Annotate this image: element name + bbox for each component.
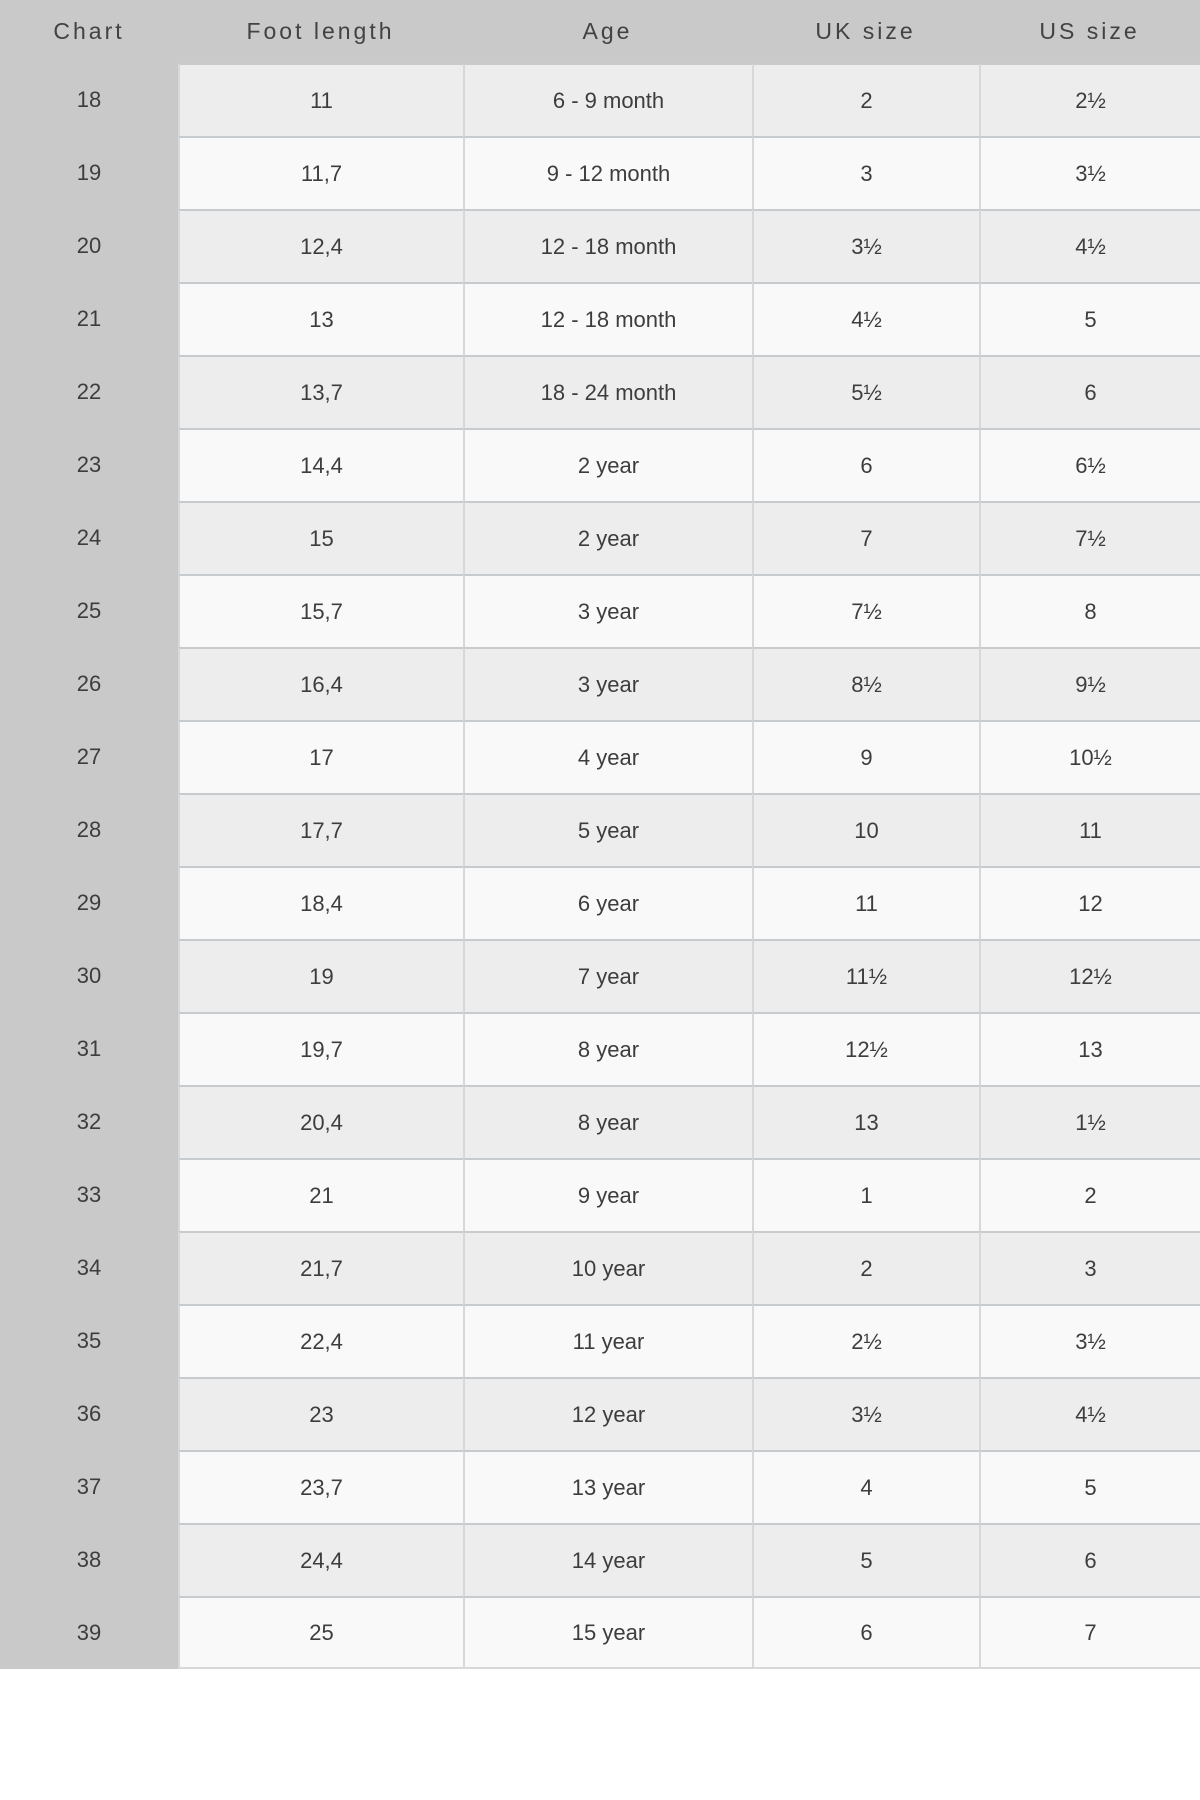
cell-us-size: 10½ bbox=[979, 720, 1200, 793]
cell-uk-size: 5 bbox=[752, 1523, 979, 1596]
cell-uk-size: 6 bbox=[752, 1596, 979, 1669]
cell-chart: 35 bbox=[0, 1304, 178, 1377]
cell-uk-size: 2½ bbox=[752, 1304, 979, 1377]
cell-us-size: 2 bbox=[979, 1158, 1200, 1231]
cell-chart: 27 bbox=[0, 720, 178, 793]
cell-chart: 26 bbox=[0, 647, 178, 720]
cell-age: 15 year bbox=[463, 1596, 752, 1669]
cell-age: 13 year bbox=[463, 1450, 752, 1523]
cell-foot-length: 21,7 bbox=[178, 1231, 463, 1304]
cell-us-size: 7½ bbox=[979, 501, 1200, 574]
cell-chart: 24 bbox=[0, 501, 178, 574]
cell-us-size: 6 bbox=[979, 1523, 1200, 1596]
cell-foot-length: 15 bbox=[178, 501, 463, 574]
table-row bbox=[0, 1085, 1200, 1158]
table-row bbox=[0, 355, 1200, 428]
cell-chart: 32 bbox=[0, 1085, 178, 1158]
cell-us-size: 1½ bbox=[979, 1085, 1200, 1158]
cell-uk-size: 11 bbox=[752, 866, 979, 939]
cell-us-size: 11 bbox=[979, 793, 1200, 866]
cell-chart: 20 bbox=[0, 209, 178, 282]
cell-uk-size: 4½ bbox=[752, 282, 979, 355]
table-row bbox=[0, 939, 1200, 1012]
cell-uk-size: 3 bbox=[752, 136, 979, 209]
cell-age: 2 year bbox=[463, 501, 752, 574]
cell-chart: 28 bbox=[0, 793, 178, 866]
cell-us-size: 6 bbox=[979, 355, 1200, 428]
cell-uk-size: 4 bbox=[752, 1450, 979, 1523]
cell-foot-length: 24,4 bbox=[178, 1523, 463, 1596]
cell-uk-size: 5½ bbox=[752, 355, 979, 428]
cell-chart: 37 bbox=[0, 1450, 178, 1523]
cell-foot-length: 13,7 bbox=[178, 355, 463, 428]
cell-foot-length: 11,7 bbox=[178, 136, 463, 209]
cell-age: 12 - 18 month bbox=[463, 209, 752, 282]
table-row bbox=[0, 209, 1200, 282]
cell-age: 7 year bbox=[463, 939, 752, 1012]
table-row bbox=[0, 501, 1200, 574]
table-row bbox=[0, 1158, 1200, 1231]
cell-uk-size: 7½ bbox=[752, 574, 979, 647]
table-row bbox=[0, 136, 1200, 209]
table-row bbox=[0, 1304, 1200, 1377]
cell-uk-size: 3½ bbox=[752, 209, 979, 282]
cell-chart: 25 bbox=[0, 574, 178, 647]
column-header-chart: Chart bbox=[53, 18, 125, 44]
cell-chart: 19 bbox=[0, 136, 178, 209]
table-row bbox=[0, 866, 1200, 939]
cell-uk-size: 9 bbox=[752, 720, 979, 793]
cell-us-size: 8 bbox=[979, 574, 1200, 647]
cell-uk-size: 2 bbox=[752, 1231, 979, 1304]
cell-uk-size: 13 bbox=[752, 1085, 979, 1158]
table-body bbox=[0, 63, 1200, 1669]
cell-uk-size: 6 bbox=[752, 428, 979, 501]
cell-uk-size: 3½ bbox=[752, 1377, 979, 1450]
table-row bbox=[0, 1523, 1200, 1596]
cell-us-size: 12 bbox=[979, 866, 1200, 939]
cell-foot-length: 25 bbox=[178, 1596, 463, 1669]
table-row bbox=[0, 1450, 1200, 1523]
cell-foot-length: 15,7 bbox=[178, 574, 463, 647]
cell-age: 18 - 24 month bbox=[463, 355, 752, 428]
cell-us-size: 9½ bbox=[979, 647, 1200, 720]
cell-foot-length: 23,7 bbox=[178, 1450, 463, 1523]
cell-chart: 21 bbox=[0, 282, 178, 355]
cell-us-size: 7 bbox=[979, 1596, 1200, 1669]
cell-foot-length: 23 bbox=[178, 1377, 463, 1450]
cell-age: 2 year bbox=[463, 428, 752, 501]
table-row bbox=[0, 720, 1200, 793]
cell-foot-length: 13 bbox=[178, 282, 463, 355]
cell-foot-length: 16,4 bbox=[178, 647, 463, 720]
column-header-age: Age bbox=[582, 18, 633, 44]
cell-foot-length: 22,4 bbox=[178, 1304, 463, 1377]
cell-chart: 29 bbox=[0, 866, 178, 939]
cell-age: 9 year bbox=[463, 1158, 752, 1231]
cell-age: 6 year bbox=[463, 866, 752, 939]
cell-age: 6 - 9 month bbox=[463, 63, 752, 136]
cell-age: 12 year bbox=[463, 1377, 752, 1450]
cell-uk-size: 12½ bbox=[752, 1012, 979, 1085]
table-row bbox=[0, 647, 1200, 720]
cell-uk-size: 11½ bbox=[752, 939, 979, 1012]
cell-foot-length: 12,4 bbox=[178, 209, 463, 282]
cell-us-size: 2½ bbox=[979, 63, 1200, 136]
table-row bbox=[0, 1596, 1200, 1669]
cell-us-size: 3 bbox=[979, 1231, 1200, 1304]
cell-age: 3 year bbox=[463, 574, 752, 647]
cell-foot-length: 17 bbox=[178, 720, 463, 793]
cell-age: 4 year bbox=[463, 720, 752, 793]
cell-us-size: 6½ bbox=[979, 428, 1200, 501]
cell-age: 10 year bbox=[463, 1231, 752, 1304]
cell-age: 14 year bbox=[463, 1523, 752, 1596]
table-row bbox=[0, 282, 1200, 355]
cell-uk-size: 2 bbox=[752, 63, 979, 136]
cell-us-size: 12½ bbox=[979, 939, 1200, 1012]
cell-foot-length: 17,7 bbox=[178, 793, 463, 866]
cell-us-size: 13 bbox=[979, 1012, 1200, 1085]
cell-foot-length: 20,4 bbox=[178, 1085, 463, 1158]
cell-foot-length: 21 bbox=[178, 1158, 463, 1231]
cell-age: 8 year bbox=[463, 1085, 752, 1158]
cell-foot-length: 19,7 bbox=[178, 1012, 463, 1085]
cell-chart: 38 bbox=[0, 1523, 178, 1596]
cell-chart: 39 bbox=[0, 1596, 178, 1669]
column-header-foot-length: Foot length bbox=[246, 18, 395, 44]
cell-chart: 33 bbox=[0, 1158, 178, 1231]
cell-foot-length: 18,4 bbox=[178, 866, 463, 939]
cell-age: 9 - 12 month bbox=[463, 136, 752, 209]
table-row bbox=[0, 793, 1200, 866]
cell-foot-length: 19 bbox=[178, 939, 463, 1012]
cell-age: 11 year bbox=[463, 1304, 752, 1377]
cell-uk-size: 8½ bbox=[752, 647, 979, 720]
column-header-us-size: US size bbox=[1039, 18, 1140, 44]
cell-age: 12 - 18 month bbox=[463, 282, 752, 355]
cell-us-size: 5 bbox=[979, 282, 1200, 355]
cell-chart: 22 bbox=[0, 355, 178, 428]
table-row bbox=[0, 1377, 1200, 1450]
table-row bbox=[0, 428, 1200, 501]
column-header-uk-size: UK size bbox=[815, 18, 916, 44]
cell-foot-length: 14,4 bbox=[178, 428, 463, 501]
cell-uk-size: 7 bbox=[752, 501, 979, 574]
cell-us-size: 3½ bbox=[979, 1304, 1200, 1377]
cell-uk-size: 1 bbox=[752, 1158, 979, 1231]
cell-uk-size: 10 bbox=[752, 793, 979, 866]
cell-age: 8 year bbox=[463, 1012, 752, 1085]
cell-foot-length: 11 bbox=[178, 63, 463, 136]
cell-chart: 18 bbox=[0, 63, 178, 136]
cell-chart: 31 bbox=[0, 1012, 178, 1085]
cell-us-size: 5 bbox=[979, 1450, 1200, 1523]
cell-chart: 30 bbox=[0, 939, 178, 1012]
cell-chart: 36 bbox=[0, 1377, 178, 1450]
table-row bbox=[0, 63, 1200, 136]
cell-chart: 34 bbox=[0, 1231, 178, 1304]
cell-us-size: 4½ bbox=[979, 209, 1200, 282]
cell-us-size: 4½ bbox=[979, 1377, 1200, 1450]
table-row bbox=[0, 574, 1200, 647]
table-row bbox=[0, 1231, 1200, 1304]
table-row bbox=[0, 1012, 1200, 1085]
cell-age: 3 year bbox=[463, 647, 752, 720]
cell-us-size: 3½ bbox=[979, 136, 1200, 209]
cell-age: 5 year bbox=[463, 793, 752, 866]
table-header-row bbox=[0, 0, 1200, 63]
cell-chart: 23 bbox=[0, 428, 178, 501]
